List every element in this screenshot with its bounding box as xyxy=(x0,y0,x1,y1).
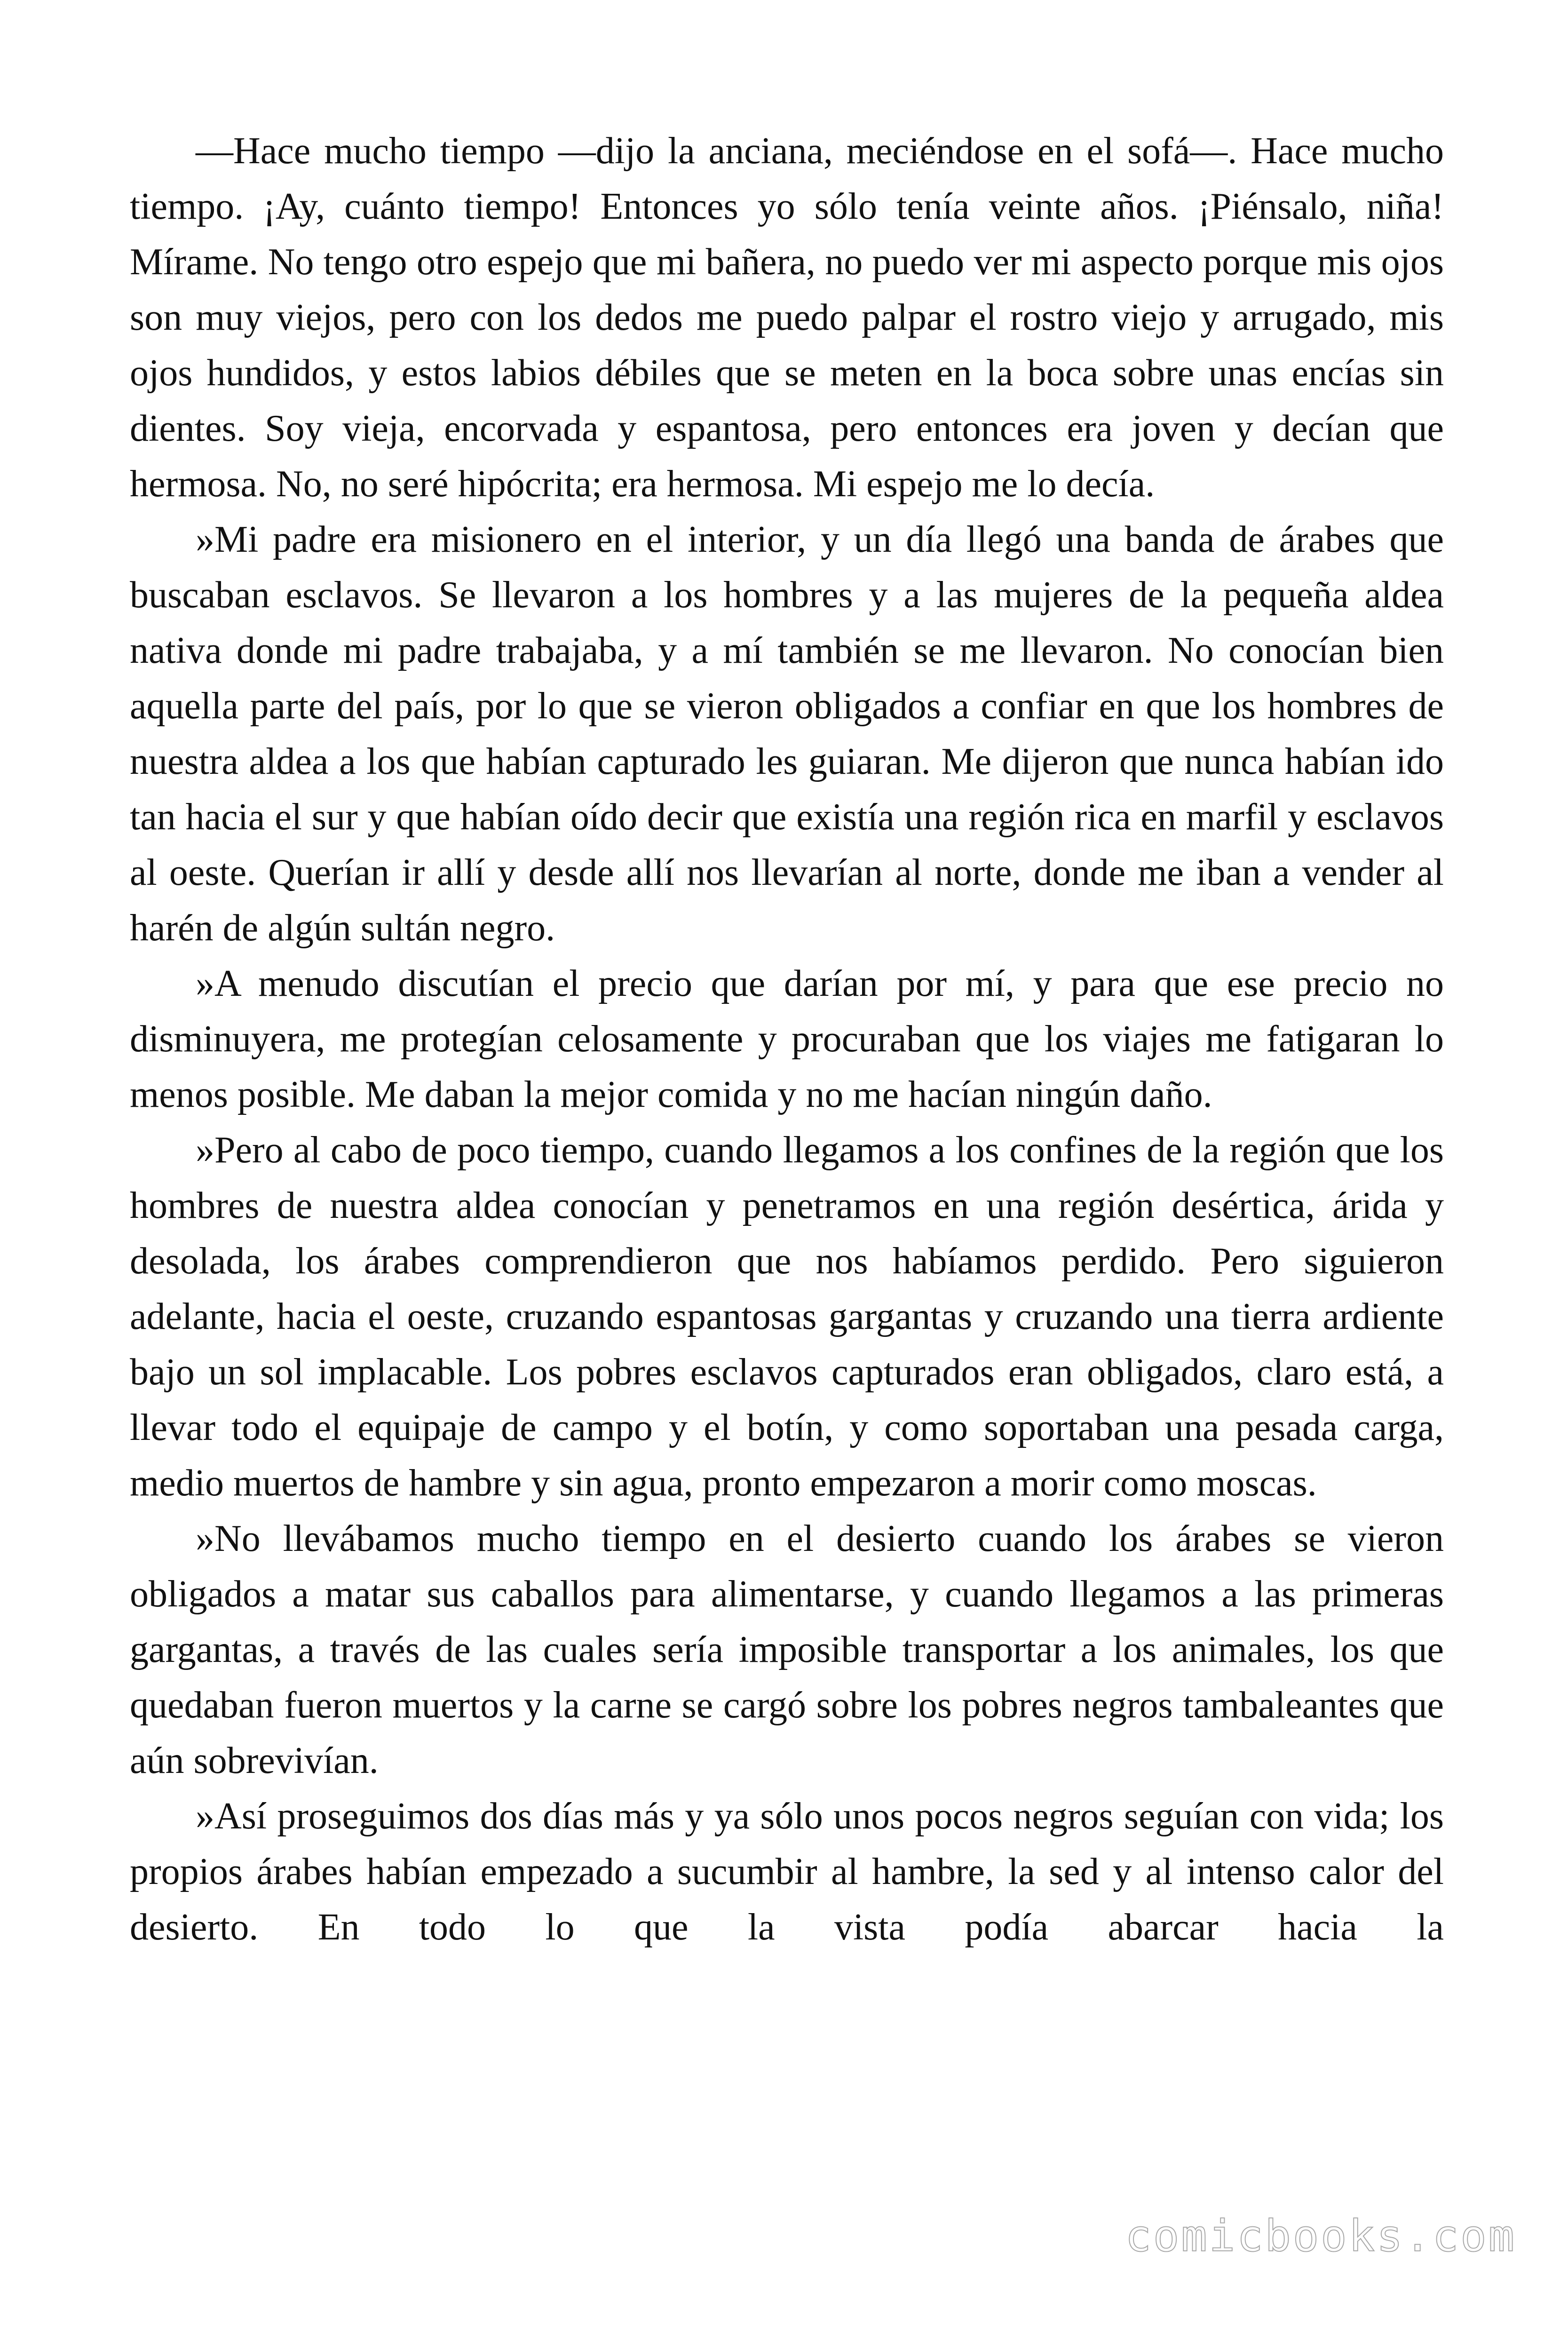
paragraph: —Hace mucho tiempo —dijo la anciana, meciéndose en el sofá—. Hace mucho tiempo. ¡Ay, cuánto tiempo! Entonces yo sólo tenía veinte años. ¡Piénsalo, niña! Mírame. No tengo otro espejo que mi bañera, no puedo ver mi aspecto porque mis ojos son muy viejos, pero con los dedos me puedo palpar el rostro viejo y arrugado, mis ojos hundidos, y estos labios débiles que se meten en la boca sobre unas encías sin dientes. Soy vieja, encorvada y espantosa, pero entonces era joven y decían que hermosa. No, no seré hipócrita; era hermosa. Mi espejo me lo decía. xyxy=(130,130,1444,505)
body-text xyxy=(130,123,1444,1955)
paragraph: »No llevábamos mucho tiempo en el desierto cuando los árabes se vieron obligados a matar sus caballos para alimentarse, y cuando llegamos a las primeras gargantas, a través de las cuales sería imposible transportar a los animales, los que quedaban fueron muertos y la carne se cargó sobre los pobres negros tambaleantes que aún sobrevivían. xyxy=(130,1518,1444,1781)
paragraph-last: »Así proseguimos dos días más y ya sólo unos pocos negros seguían con vida; los propios árabes habían empezado a sucumbir al hambre, la sed y al intenso calor del desierto. En todo lo que la vista podía abarcar hacia la xyxy=(130,1796,1444,1948)
paragraph: »A menudo discutían el precio que darían por mí, y para que ese precio no disminuyera, me protegían celosamente y procuraban que los viajes me fatigaran lo menos posible. Me daban la mejor comida y no me hacían ningún daño. xyxy=(130,963,1444,1115)
paragraph: »Pero al cabo de poco tiempo, cuando llegamos a los confines de la región que los hombres de nuestra aldea conocían y penetramos en una región desértica, árida y desolada, los árabes comprendieron que nos habíamos perdido. Pero siguieron adelante, hacia el oeste, cruzando espantosas gargantas y cruzando una tierra ardiente bajo un sol implacable. Los pobres esclavos capturados eran obligados, claro está, a llevar todo el equipaje de campo y el botín, y como soportaban una pesada carga, medio muertos de hambre y sin agua, pronto empezaron a morir como moscas. xyxy=(130,1129,1444,1504)
paragraph: »Mi padre era misionero en el interior, y un día llegó una banda de árabes que buscaban esclavos. Se llevaron a los hombres y a las mujeres de la pequeña aldea nativa donde mi padre trabajaba, y a mí también se me llevaron. No conocían bien aquella parte del país, por lo que se vieron obligados a confiar en que los hombres de nuestra aldea a los que habían capturado les guiaran. Me dijeron que nunca habían ido tan hacia el sur y que habían oído decir que existía una región rica en marfil y esclavos al oeste. Querían ir allí y desde allí nos llevarían al norte, donde me iban a vender al harén de algún sultán negro. xyxy=(130,519,1444,949)
watermark: comicbooks.com xyxy=(1125,2211,1516,2261)
